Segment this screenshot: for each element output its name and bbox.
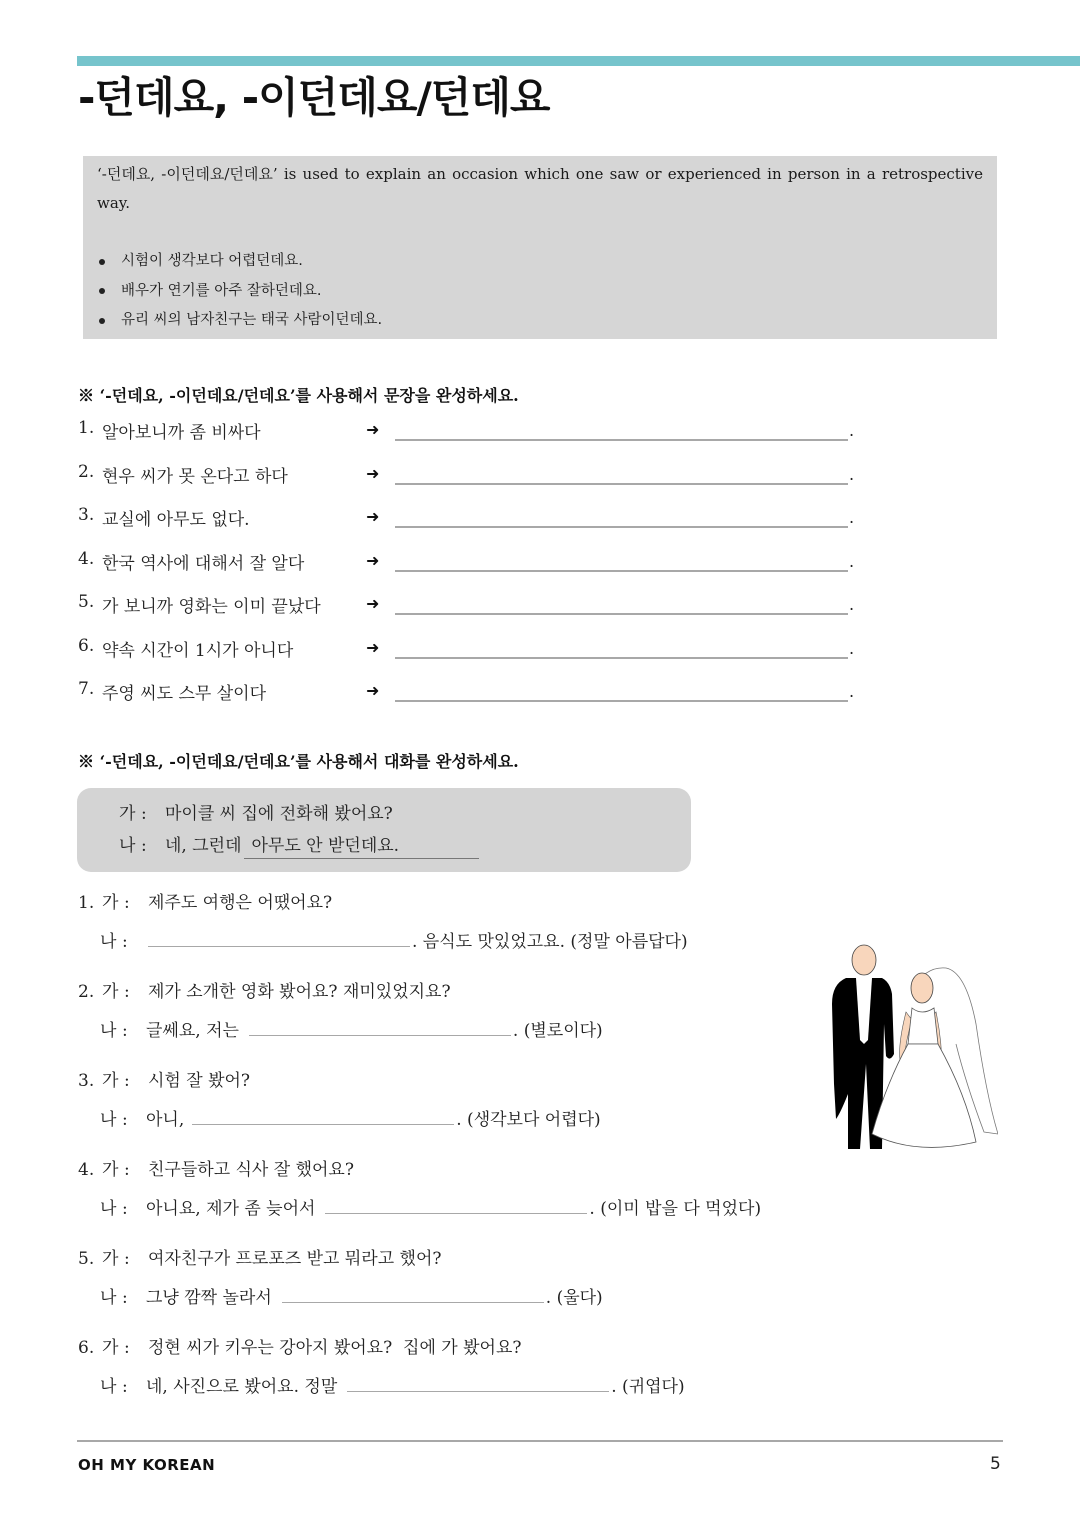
dialog-question <box>78 1333 818 1363</box>
dialog-exercise-item <box>78 1155 818 1244</box>
exercise1-row <box>78 679 868 723</box>
arrow-right-icon: ➜ <box>366 463 380 483</box>
answer-suffix: . (이미 밥을 다 먹었다) <box>589 1199 762 1219</box>
grammar-description: ‘-던데요, -이던데요/던데요’ is used to explain an occasion which one saw or experienced in person in a retrospective way. <box>97 165 983 212</box>
speaker-label: 나 <box>100 932 117 952</box>
arrow-right-icon: ➜ <box>366 507 380 526</box>
dialog-question <box>78 888 818 918</box>
item-number: 1. <box>78 418 95 438</box>
item-number: 4. <box>78 1160 95 1180</box>
answer-prefix: 글쎄요, 저는 <box>146 1021 239 1041</box>
period: . <box>849 508 855 527</box>
exercise1-row <box>78 549 868 593</box>
answer-blank[interactable] <box>395 657 848 659</box>
item-prompt: 한국 역사에 대해서 잘 알다 <box>102 553 305 574</box>
speaker-label: 나 <box>100 1288 117 1308</box>
page-title: -던데요, -이던데요/던데요 <box>78 73 550 122</box>
question-text: 정현 씨가 키우는 강아지 봤어요? 집에 가 봤어요? <box>148 1338 522 1358</box>
item-prompt: 약속 시간이 1시가 아니다 <box>102 640 294 661</box>
exercise1-list <box>78 418 868 723</box>
grammar-explanation-box <box>83 156 997 339</box>
answer-blank[interactable] <box>192 1105 454 1125</box>
dialog-question <box>78 977 818 1007</box>
item-number: 5. <box>78 1249 95 1269</box>
exercise1-heading: ※ ‘-던데요, -이던데요/던데요’를 사용해서 문장을 완성하세요. <box>78 386 519 405</box>
period: . <box>849 464 855 484</box>
answer-suffix: . 음식도 맛있었고요. (정말 아름답다) <box>412 932 688 952</box>
speaker-label: 가 <box>102 1338 119 1358</box>
arrow-right-icon: ➜ <box>366 420 380 439</box>
dialog-exercise-item <box>78 977 818 1066</box>
speaker-label: 가 <box>119 804 136 824</box>
dialog-question <box>78 1244 818 1274</box>
footer-divider <box>77 1440 1003 1442</box>
period: . <box>849 682 855 701</box>
colon: : <box>122 932 128 952</box>
colon: : <box>141 836 147 856</box>
speaker-label: 가 <box>102 1160 119 1180</box>
bullet-icon <box>99 259 105 265</box>
colon: : <box>124 1338 130 1358</box>
colon: : <box>124 1071 130 1091</box>
footer-brand: OH MY KOREAN <box>78 1456 216 1474</box>
speaker-label: 나 <box>100 1110 117 1130</box>
period: . <box>849 421 855 440</box>
answer-blank[interactable] <box>148 927 410 947</box>
colon: : <box>122 1021 128 1041</box>
answer-blank[interactable] <box>395 526 848 528</box>
answer-blank[interactable] <box>395 483 848 485</box>
answer-blank[interactable] <box>395 700 848 702</box>
answer-blank[interactable] <box>325 1194 587 1214</box>
dialog-text: 네, 그런데 <box>165 836 242 856</box>
dialog-exercise-item <box>78 888 818 977</box>
example-text: 배우가 연기를 아주 잘하던데요. <box>121 282 322 299</box>
example-dialog-box <box>77 788 691 872</box>
example-answer: 아무도 안 받던데요. <box>244 834 479 859</box>
item-prompt: 가 보니까 영화는 이미 끝났다 <box>102 597 321 617</box>
wedding-couple-icon <box>826 944 998 1156</box>
item-number: 6. <box>78 635 95 656</box>
question-text: 친구들하고 식사 잘 했어요? <box>148 1160 354 1180</box>
answer-suffix: . (별로이다) <box>512 1021 603 1041</box>
period: . <box>849 595 855 614</box>
item-number: 1. <box>78 893 95 913</box>
header-accent-bar <box>77 56 1080 66</box>
answer-blank[interactable] <box>347 1372 609 1392</box>
item-number: 2. <box>78 982 95 1002</box>
dialog-question <box>78 1155 818 1185</box>
answer-suffix: . (귀엽다) <box>611 1377 685 1397</box>
item-prompt: 현우 씨가 못 온다고 하다 <box>102 466 288 487</box>
example-item <box>97 277 983 307</box>
speaker-label: 가 <box>102 1249 119 1269</box>
dialog-line-b <box>119 830 691 862</box>
answer-prefix: 그냥 깜짝 놀라서 <box>146 1288 272 1308</box>
dialog-answer <box>78 1283 818 1313</box>
colon: : <box>122 1199 128 1219</box>
colon: : <box>124 893 130 913</box>
colon: : <box>122 1377 128 1397</box>
period: . <box>849 551 855 571</box>
exercise1-row <box>78 462 868 506</box>
answer-prefix: 아니, <box>146 1110 185 1130</box>
arrow-right-icon: ➜ <box>366 594 380 613</box>
colon: : <box>124 982 130 1002</box>
dialog-question <box>78 1066 818 1096</box>
example-text: 시험이 생각보다 어렵던데요. <box>121 253 303 269</box>
dialog-answer <box>78 1105 818 1135</box>
item-number: 3. <box>78 505 95 525</box>
dialog-answer <box>78 1194 818 1224</box>
speaker-label: 나 <box>100 1199 117 1219</box>
exercise2-list <box>78 888 818 1422</box>
dialog-answer <box>78 1372 818 1402</box>
exercise1-row <box>78 418 868 462</box>
speaker-label: 나 <box>100 1377 117 1397</box>
item-prompt: 교실에 아무도 없다. <box>102 510 250 530</box>
speaker-label: 나 <box>100 1021 117 1041</box>
question-text: 시험 잘 봤어? <box>148 1071 251 1091</box>
speaker-label: 나 <box>119 836 136 856</box>
answer-prefix: 아니요, 제가 좀 늦어서 <box>146 1199 316 1219</box>
item-number: 4. <box>78 548 95 569</box>
dialog-exercise-item <box>78 1333 818 1422</box>
speaker-label: 가 <box>102 893 119 913</box>
question-text: 여자친구가 프로포즈 받고 뭐라고 했어? <box>148 1249 442 1269</box>
dialog-text: 마이클 씨 집에 전화해 봤어요? <box>165 804 393 824</box>
arrow-right-icon: ➜ <box>366 637 380 657</box>
item-number: 6. <box>78 1338 95 1358</box>
arrow-right-icon: ➜ <box>366 681 380 700</box>
colon: : <box>122 1288 128 1308</box>
bullet-icon <box>99 288 105 294</box>
question-text: 제주도 여행은 어땠어요? <box>148 893 333 913</box>
example-item <box>97 247 983 277</box>
item-prompt: 주영 씨도 스무 살이다 <box>102 684 267 704</box>
exercise1-row <box>78 636 868 680</box>
item-number: 5. <box>78 592 95 612</box>
colon: : <box>124 1160 130 1180</box>
dialog-answer <box>78 927 818 957</box>
item-number: 3. <box>78 1071 95 1091</box>
colon: : <box>122 1110 128 1130</box>
dialog-line-a <box>119 798 691 830</box>
speaker-label: 가 <box>102 982 119 1002</box>
answer-blank[interactable] <box>395 439 848 441</box>
example-text: 유리 씨의 남자친구는 태국 사람이던데요. <box>121 312 383 328</box>
example-list <box>97 247 983 336</box>
dialog-exercise-item <box>78 1066 818 1155</box>
answer-suffix: . (생각보다 어렵다) <box>456 1110 601 1130</box>
answer-suffix: . (울다) <box>545 1288 603 1308</box>
item-prompt: 알아보니까 좀 비싸다 <box>102 423 261 443</box>
colon: : <box>124 1249 130 1269</box>
colon: : <box>141 804 147 824</box>
answer-blank[interactable] <box>395 570 848 572</box>
question-text: 제가 소개한 영화 봤어요? 재미있었지요? <box>148 982 451 1002</box>
answer-blank[interactable] <box>282 1283 544 1303</box>
item-number: 2. <box>78 461 95 482</box>
page-number: 5 <box>990 1454 1001 1474</box>
speaker-label: 가 <box>102 1071 119 1091</box>
dialog-answer <box>78 1016 818 1046</box>
item-number: 7. <box>78 679 95 699</box>
exercise1-row <box>78 505 868 549</box>
bullet-icon <box>99 318 105 324</box>
exercise1-row <box>78 592 868 636</box>
answer-prefix: 네, 사진으로 봤어요. 정말 <box>146 1377 338 1397</box>
answer-blank[interactable] <box>395 613 848 615</box>
period: . <box>849 638 855 658</box>
exercise2-heading: ※ ‘-던데요, -이던데요/던데요’를 사용해서 대화를 완성하세요. <box>78 752 519 771</box>
example-item <box>97 306 983 336</box>
arrow-right-icon: ➜ <box>366 550 380 570</box>
answer-blank[interactable] <box>249 1016 511 1036</box>
dialog-exercise-item <box>78 1244 818 1333</box>
